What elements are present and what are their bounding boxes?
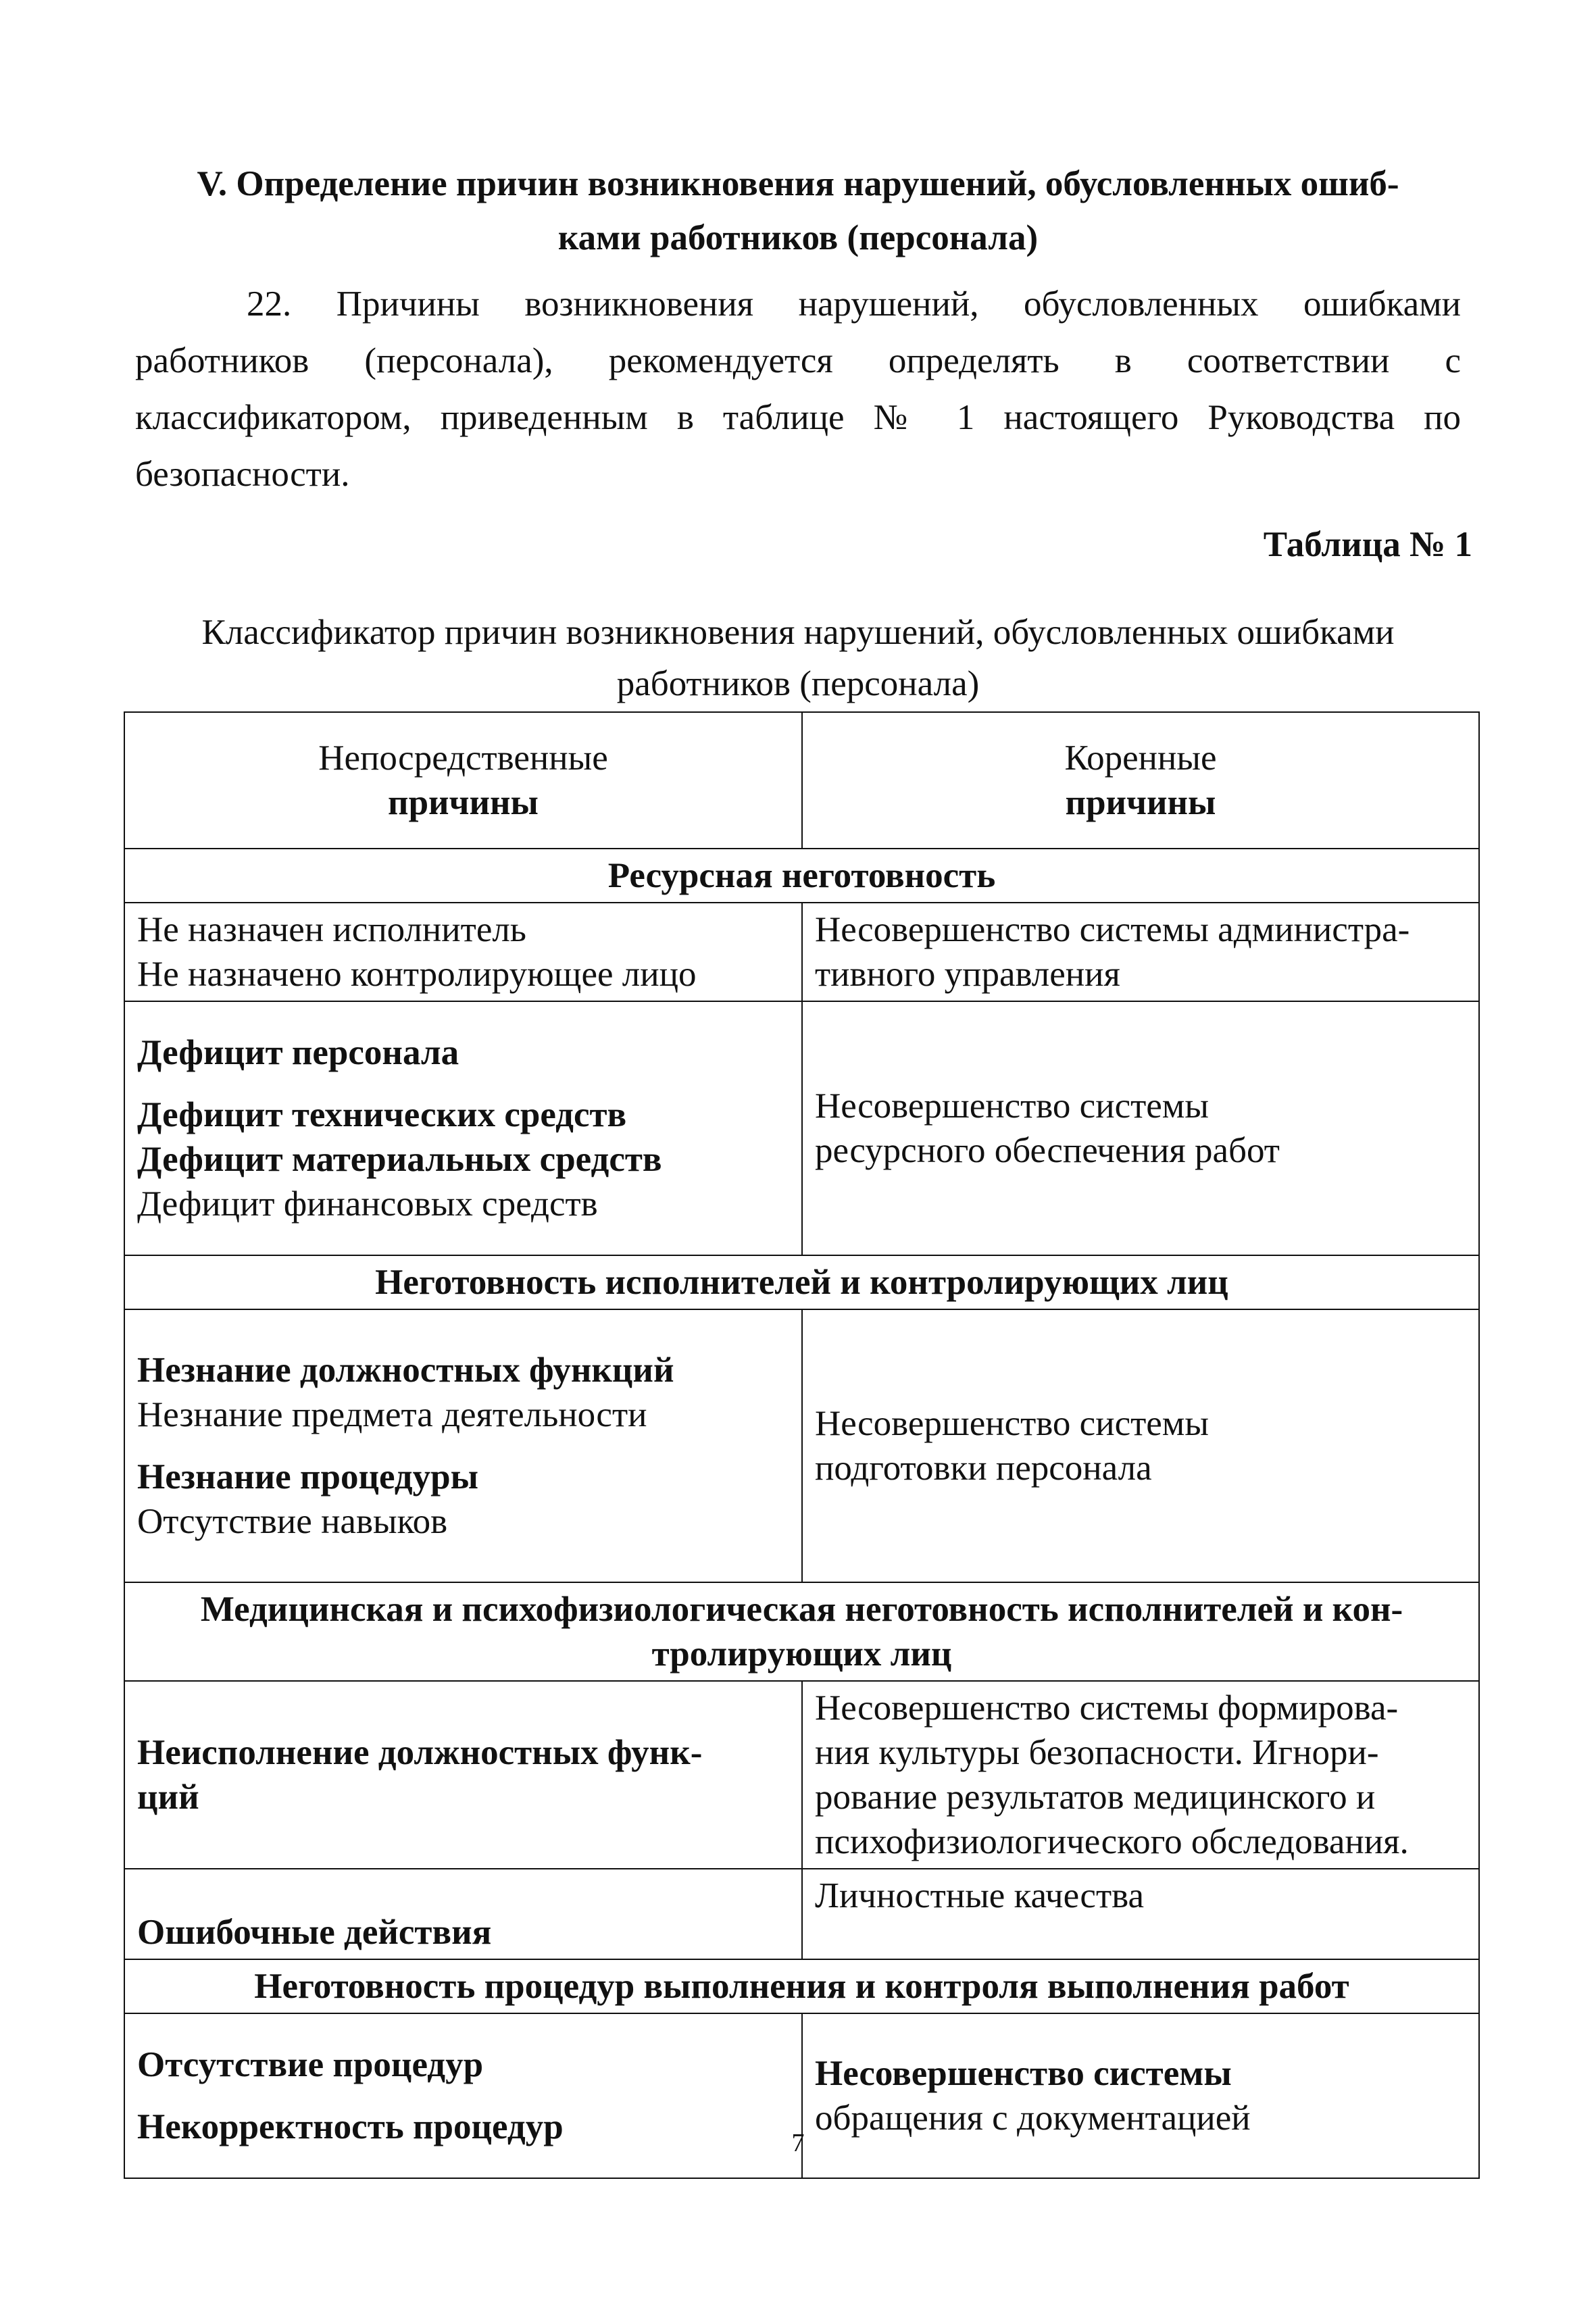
caption-line-1: Классификатор причин возникновения нарушений, обусловленных ошибками (201, 613, 1395, 652)
cause-item: Дефицит технических средств (137, 1095, 627, 1134)
cause-item: Личностные качества (815, 1876, 1144, 1915)
direct-cause-cell (124, 1309, 802, 1582)
cause-item: Незнание предмета деятельности (137, 1395, 647, 1434)
direct-cause-cell (124, 1681, 802, 1869)
table-row (124, 903, 1479, 1001)
root-cause-cell (802, 1681, 1479, 1869)
table-caption (135, 607, 1461, 709)
cause-item: Несовершенство системы (815, 2054, 1232, 2093)
cause-item: подготовки персонала (815, 1449, 1152, 1488)
section-title-line: тролирующих лиц (651, 1634, 952, 1674)
section-row-readiness (124, 1255, 1479, 1309)
cause-item: Дефицит персонала (137, 1033, 459, 1072)
table-row (124, 1869, 1479, 1959)
cause-item: Неисполнение должностных функ- (137, 1733, 703, 1772)
header-label: Коренные (1064, 738, 1217, 778)
table-header-row (124, 712, 1479, 849)
heading-line-1: V. Определение причин возникновения нарушений, обусловленных ошиб- (197, 164, 1399, 203)
cause-item: Не назначен исполнитель (137, 910, 526, 949)
cause-item: Отсутствие навыков (137, 1502, 448, 1541)
direct-cause-cell (124, 903, 802, 1001)
paragraph-22: 22. Причины возникновения нарушений, обусловленных ошибками работников (персонала), рекомендуется определять в соответствии с классификатором, приведенным в таблице № 1 настоящего Руководства по безопасности. (135, 284, 1461, 494)
table-row (124, 1309, 1479, 1582)
table-row (124, 1001, 1479, 1255)
cause-item: Дефицит материальных средств (137, 1140, 662, 1179)
section-title: Неготовность исполнителей и контролирующих лиц (124, 1255, 1479, 1309)
section-title: Ресурсная неготовность (124, 849, 1479, 903)
table-label: Таблица № 1 (1263, 525, 1472, 564)
cause-item: ния культуры безопасности. Игнори- (815, 1733, 1379, 1772)
cause-item: Несовершенство системы администра- (815, 910, 1410, 949)
cause-item: Не назначено контролирующее лицо (137, 955, 697, 994)
root-cause-cell (802, 903, 1479, 1001)
cause-item: Отсутствие процедур (137, 2045, 484, 2084)
root-cause-cell (802, 1309, 1479, 1582)
cause-item: Незнание процедуры (137, 1457, 478, 1496)
cause-item: ресурсного обеспечения работ (815, 1131, 1280, 1170)
header-label: Непосредственные (318, 738, 608, 778)
cause-item: рование результатов медицинского и (815, 1778, 1376, 1817)
cause-item: Ошибочные действия (137, 1913, 492, 1952)
direct-cause-cell (124, 1869, 802, 1959)
cause-item: Несовершенство системы (815, 1404, 1209, 1443)
header-label: причины (388, 783, 539, 822)
heading-line-2: ками работников (персонала) (557, 218, 1039, 257)
cause-item: тивного управления (815, 955, 1120, 994)
root-cause-cell (802, 1001, 1479, 1255)
table-row (124, 1681, 1479, 1869)
section-title-line: Медицинская и психофизиологическая неготовность исполнителей и кон- (200, 1590, 1403, 1629)
cause-item: Некорректность процедур (137, 2107, 564, 2146)
caption-line-2: работников (персонала) (616, 664, 980, 703)
cause-item: психофизиологического обследования. (815, 1822, 1409, 1861)
header-label: причины (1065, 783, 1216, 822)
section-row-resource (124, 849, 1479, 903)
cause-item: Дефицит финансовых средств (137, 1184, 598, 1224)
cause-item: Несовершенство системы формирова- (815, 1688, 1399, 1728)
section-row-medical (124, 1582, 1479, 1681)
section-title (124, 1582, 1479, 1681)
cause-item: Незнание должностных функций (137, 1351, 674, 1390)
cause-item: обращения с документацией (815, 2098, 1251, 2138)
cause-item: ций (137, 1778, 199, 1817)
header-cell-root-causes (802, 712, 1479, 849)
section-heading (135, 157, 1461, 265)
section-row-procedures (124, 1959, 1479, 2013)
section-title: Неготовность процедур выполнения и контроля выполнения работ (124, 1959, 1479, 2013)
cause-item: Несовершенство системы (815, 1086, 1209, 1126)
root-cause-cell (802, 1869, 1479, 1959)
direct-cause-cell (124, 1001, 802, 1255)
page-number: 7 (791, 2129, 805, 2157)
header-cell-direct-causes (124, 712, 802, 849)
classifier-table (124, 711, 1480, 2179)
